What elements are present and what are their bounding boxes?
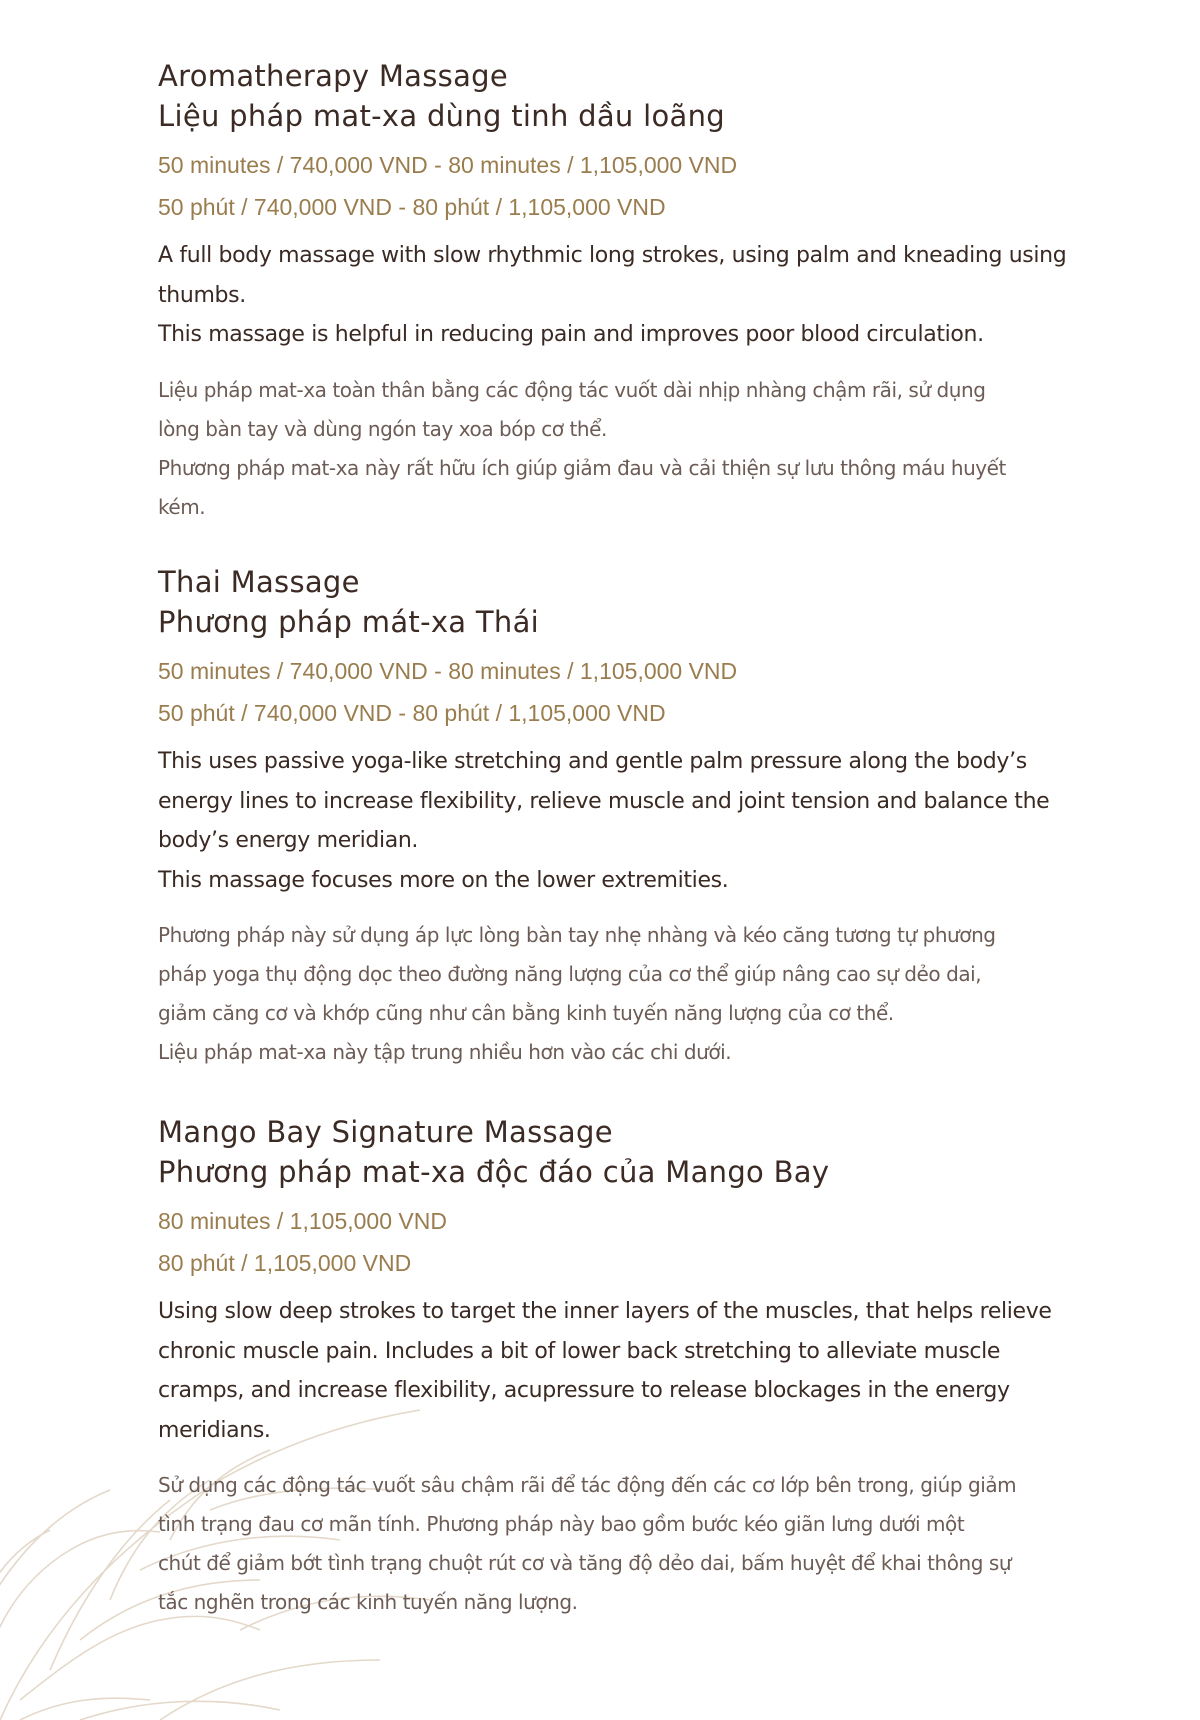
description-line: Liệu pháp mat-xa này tập trung nhiều hơn vào các chi dưới. [158, 1040, 732, 1064]
section-title-vi: Phương pháp mát-xa Thái [158, 605, 540, 639]
price-en: 50 minutes / 740,000 VND - 80 minutes / 1,105,000 VND [158, 658, 738, 684]
description-line: tình trạng đau cơ mãn tính. Phương pháp này bao gồm bước kéo giãn lưng dưới một [158, 1512, 965, 1536]
description-line: This uses passive yoga-like stretching and gentle palm pressure along the body’s [158, 749, 1027, 774]
section-title-en: Thai Massage [158, 565, 360, 599]
description-line: lòng bàn tay và dùng ngón tay xoa bóp cơ thể. [158, 416, 607, 441]
description-line: tắc nghẽn trong các kinh tuyến năng lượng. [158, 1590, 578, 1614]
description-line: This massage is helpful in reducing pain and improves poor blood circulation. [158, 322, 984, 347]
description-en [158, 1292, 1088, 1450]
description-line: kém. [158, 494, 206, 519]
price-en: 80 minutes / 1,105,000 VND [158, 1208, 447, 1234]
description-line: body’s energy meridian. [158, 828, 419, 853]
section-title-en: Mango Bay Signature Massage [158, 1115, 613, 1149]
description-vi [158, 371, 1088, 527]
price-vi: 50 phút / 740,000 VND - 80 phút / 1,105,000 VND [158, 700, 666, 726]
description-line: Liệu pháp mat-xa toàn thân bằng các động tác vuốt dài nhịp nhàng chậm rãi, sử dụng [158, 377, 986, 402]
description-line: chronic muscle pain. Includes a bit of lower back stretching to alleviate muscle [158, 1338, 1001, 1364]
description-line: Phương pháp mat-xa này rất hữu ích giúp giảm đau và cải thiện sự lưu thông máu huyết [158, 455, 1006, 480]
description-line: pháp yoga thụ động dọc theo đường năng lượng của cơ thể giúp nâng cao sự dẻo dai, [158, 962, 982, 986]
aromatherapy-section [158, 56, 1088, 527]
description-en [158, 742, 1088, 900]
price-block [158, 650, 1088, 734]
mango-bay-signature-section [158, 1112, 1088, 1622]
description-line: meridians. [158, 1417, 271, 1443]
price-vi: 50 phút / 740,000 VND - 80 phút / 1,105,000 VND [158, 194, 666, 220]
description-line: Sử dụng các động tác vuốt sâu chậm rãi để tác động đến các cơ lớp bên trong, giúp giảm [158, 1473, 1017, 1497]
description-line: cramps, and increase flexibility, acupressure to release blockages in the energy [158, 1378, 1010, 1403]
section-title-vi: Phương pháp mat-xa độc đáo của Mango Bay [158, 1155, 830, 1189]
description-vi [158, 1466, 1088, 1622]
price-vi: 80 phút / 1,105,000 VND [158, 1250, 412, 1276]
description-line: Phương pháp này sử dụng áp lực lòng bàn tay nhẹ nhàng và kéo căng tương tự phương [158, 923, 996, 947]
description-en [158, 236, 1088, 355]
thai-massage-section [158, 562, 1088, 1072]
price-en: 50 minutes / 740,000 VND - 80 minutes / 1,105,000 VND [158, 152, 738, 178]
description-vi [158, 916, 1088, 1072]
description-line: This massage focuses more on the lower extremities. [158, 867, 729, 893]
description-line: A full body massage with slow rhythmic long strokes, using palm and kneading using [158, 243, 1067, 268]
price-block [158, 1200, 1088, 1284]
description-line: chút để giảm bớt tình trạng chuột rút cơ và tăng độ dẻo dai, bấm huyệt để khai thông sự [158, 1551, 1012, 1575]
description-line: energy lines to increase flexibility, relieve muscle and joint tension and balance the [158, 788, 1050, 814]
section-title-vi: Liệu pháp mat-xa dùng tinh dầu loãng [158, 99, 725, 133]
description-line: giảm căng cơ và khớp cũng như cân bằng kinh tuyến năng lượng của cơ thể. [158, 1001, 894, 1025]
price-block [158, 144, 1088, 228]
section-title-en: Aromatherapy Massage [158, 59, 508, 93]
description-line: Using slow deep strokes to target the inner layers of the muscles, that helps relieve [158, 1299, 1052, 1324]
description-line: thumbs. [158, 282, 246, 308]
